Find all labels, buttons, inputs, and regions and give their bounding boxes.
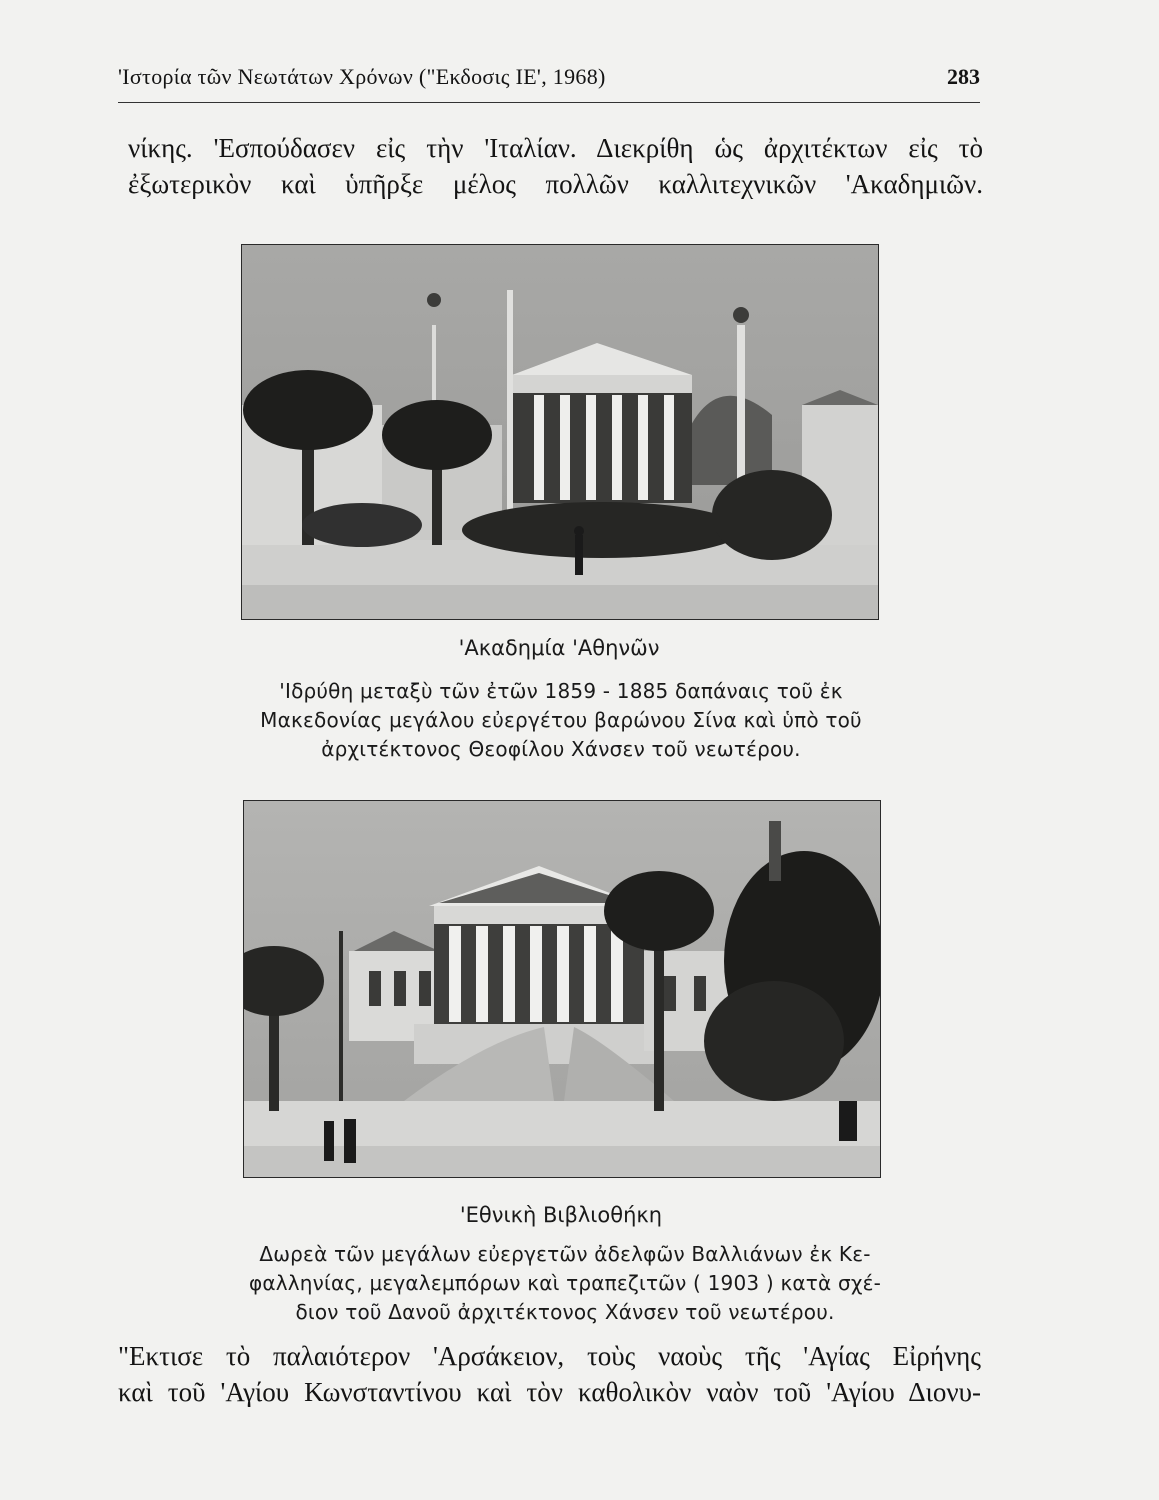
running-header [118,62,980,103]
caption-line: Μακεδονίας μεγάλου εὐεργέτου βαρώνου Σίνα καὶ ὑπὸ τοῦ [260,708,862,732]
closing-line: "Εκτισε τὸ παλαιότερον 'Αρσάκειον, τοὺς ναοὺς τῆς 'Αγίας Εἰρήνης [118,1341,981,1371]
caption-line: ἀρχιτέκτονος Θεοφίλου Χάνσεν τοῦ νεωτέρου. [321,737,801,761]
caption-line: Δωρεὰ τῶν μεγάλων εὐεργετῶν ἀδελφῶν Βαλλιάνων ἐκ Κε- [259,1242,871,1266]
caption-line: 'Ιδρύθη μεταξὺ τῶν ἐτῶν 1859 - 1885 δαπάναις τοῦ ἐκ [279,679,843,703]
library-photo [243,800,881,1178]
running-title: 'Ιστορία τῶν Νεωτάτων Χρόνων ("Εκδοσις ΙΕ', 1968) [118,64,606,89]
figure-caption [250,677,872,764]
figure-title: 'Ακαδημία 'Αθηνῶν [458,636,660,660]
figure-title: 'Εθνικὴ Βιβλιοθήκη [459,1203,663,1227]
intro-line: νίκης. 'Εσπούδασεν εἰς τὴν 'Ιταλίαν. Διεκρίθη ὡς ἀρχιτέκτων εἰς τὸ [128,133,983,163]
intro-paragraph [128,130,983,202]
caption-line: διον τοῦ Δανοῦ ἀρχιτέκτονος Χάνσεν τοῦ νεωτέρου. [295,1300,835,1324]
caption-line: φαλληνίας, μεγαλεμπόρων καὶ τραπεζιτῶν ( 1903 ) κατὰ σχέ- [248,1271,882,1295]
closing-paragraph [118,1338,981,1410]
closing-line: καὶ τοῦ 'Αγίου Κωνσταντίνου καὶ τὸν καθολικὸν ναὸν τοῦ 'Αγίου Διονυ- [118,1377,981,1407]
intro-line: ἐξωτερικὸν καὶ ὑπῆρξε μέλος πολλῶν καλλιτεχνικῶν 'Ακαδημιῶν. [128,169,983,199]
figure-caption [240,1240,890,1327]
page-number: 283 [947,64,980,89]
academy-photo [241,244,879,620]
